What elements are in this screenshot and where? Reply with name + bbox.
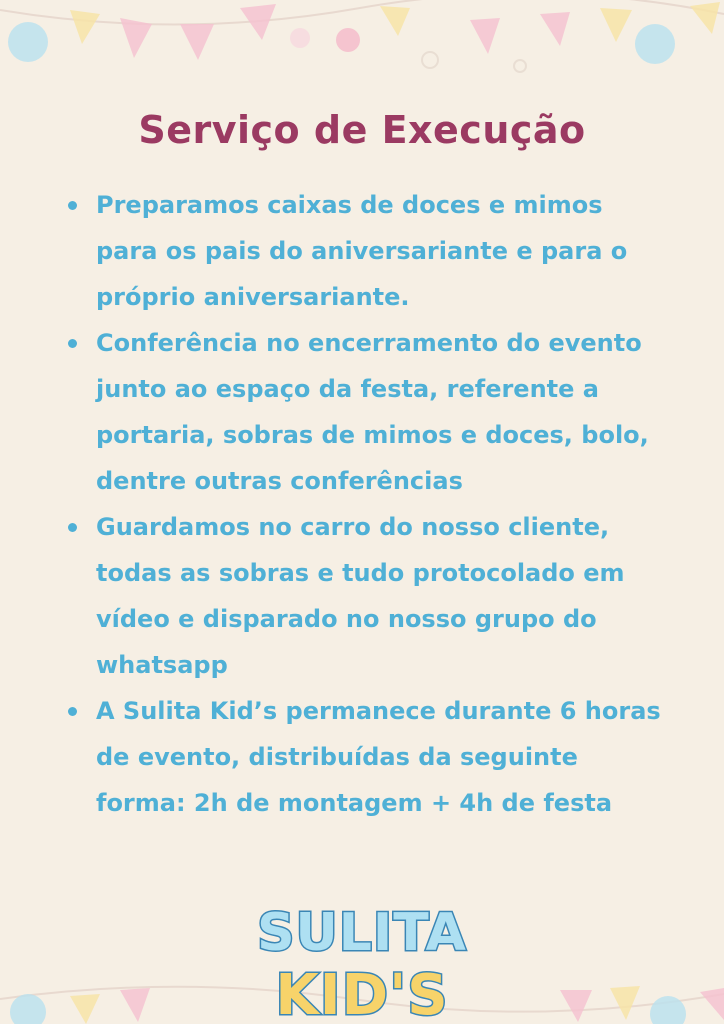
bullet-icon [68, 523, 77, 532]
list-item [64, 182, 664, 320]
list-item-text: Preparamos caixas de doces e mimos para os pais do aniversariante e para o próprio aniversariante. [96, 191, 628, 311]
pennant-icon [380, 6, 410, 36]
pennant-icon [120, 18, 152, 58]
pennant-icon [600, 8, 632, 42]
bullet-icon [68, 201, 77, 210]
bullet-icon [68, 339, 77, 348]
pennant-icon [180, 24, 214, 60]
page-title: Serviço de Execução [138, 108, 586, 152]
balloon-icon [336, 28, 360, 52]
list-item-text: A Sulita Kid’s permanece durante 6 horas de evento, distribuídas da seguinte forma: 2h de montagem + 4h de festa [96, 697, 661, 817]
list-item [64, 504, 664, 688]
list-item [64, 320, 664, 504]
balloon-icon [290, 28, 310, 48]
list-item [64, 688, 664, 826]
pennant-icon [70, 10, 100, 44]
bunting-top-decoration [0, 0, 724, 90]
pennant-icon [690, 2, 720, 34]
pennant-icon [540, 12, 570, 46]
pennant-icon [470, 18, 500, 54]
bullet-icon [68, 707, 77, 716]
list-item-text: Guardamos no carro do nosso cliente, todas as sobras e tudo protocolado em vídeo e disparado no nosso grupo do whatsapp [96, 513, 625, 679]
logo-line-1: SULITA [257, 903, 467, 963]
sulita-kids-logo [0, 896, 724, 1024]
balloon-icon [635, 24, 675, 64]
balloon-icon [8, 22, 48, 62]
list-item-text: Conferência no encerramento do evento junto ao espaço da festa, referente a portaria, sobras de mimos e doces, bolo, dentre outras conferências [96, 329, 649, 495]
service-list [64, 182, 664, 826]
logo-line-2: KID'S [275, 963, 449, 1024]
